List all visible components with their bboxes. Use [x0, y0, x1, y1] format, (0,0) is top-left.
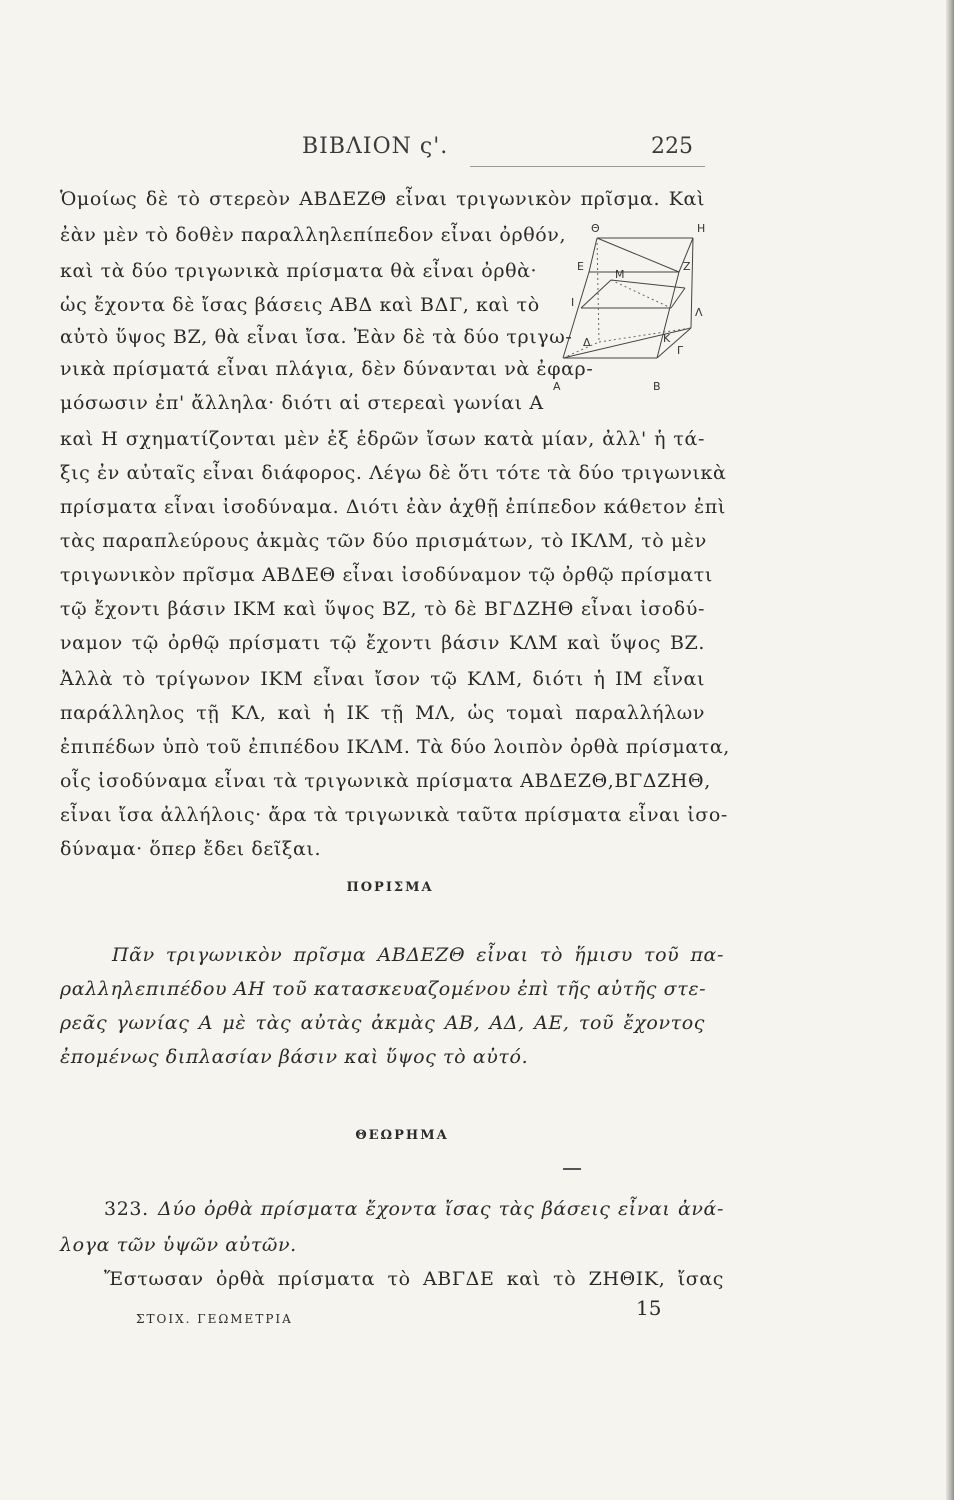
porisma-line: Πᾶν τριγωνικὸν πρῖσμα ΑΒΔΕΖΘ εἶναι τὸ ἥμισυ τοῦ πα-: [112, 944, 724, 966]
theorema-number: 323.: [104, 1198, 149, 1220]
body-line: αὐτὸ ὕψος ΒΖ, θὰ εἶναι ἴσα. Ἐὰν δὲ τὰ δύο τριγω-: [60, 326, 573, 348]
body-line: καὶ Η σχηματίζονται μὲν ἐξ ἑδρῶν ἴσων κατὰ μίαν, ἀλλ' ἡ τά-: [60, 428, 705, 450]
label-iota: Ι: [571, 296, 575, 309]
separator-dash: [563, 1168, 581, 1170]
theorema-statement: Δύο ὀρθὰ πρίσματα ἔχοντα ἴσας τὰς βάσεις εἶναι ἀνά-: [158, 1198, 724, 1220]
label-theta: Θ: [591, 222, 600, 235]
body-line: νικὰ πρίσματά εἶναι πλάγια, δὲν δύνανται νὰ ἐφαρ-: [60, 358, 594, 380]
body-line: ἐπιπέδων ὑπὸ τοῦ ἐπιπέδου ΙΚΛΜ. Τὰ δύο λοιπὸν ὀρθὰ πρίσματα,: [60, 736, 730, 758]
porisma-line: ἐπομένως διπλασίαν βάσιν καὶ ὕψος τὸ αὐτό.: [60, 1046, 529, 1068]
porisma-line: ρεᾶς γωνίας Α μὲ τὰς αὐτὰς ἀκμὰς ΑΒ, ΑΔ, ΑΕ, τοῦ ἔχοντος: [60, 1012, 705, 1034]
body-line: εἶναι ἴσα ἀλλήλοις· ἄρα τὰ τριγωνικὰ ταῦτα πρίσματα εἶναι ἰσο-: [60, 804, 728, 826]
label-gamma: Γ: [677, 344, 684, 357]
body-line: παράλληλος τῇ ΚΛ, καὶ ἡ ΙΚ τῇ ΜΛ, ὡς τομαὶ παραλλήλων: [60, 702, 705, 724]
label-mu: Μ: [615, 268, 625, 281]
label-alpha: Α: [553, 380, 561, 393]
body-line: Ἔστωσαν ὀρθὰ πρίσματα τὸ ΑΒΓΔΕ καὶ τὸ ΖΗΘΙΚ, ἴσας: [104, 1268, 724, 1290]
signature-mark: ΣΤΟΙΧ. ΓΕΩΜΕΤΡΙΑ: [136, 1312, 293, 1326]
body-line: τὰς παραπλεύρους ἀκμὰς τῶν δύο πρισμάτων, τὸ ΙΚΛΜ, τὸ μὲν: [60, 530, 707, 552]
sheet-number: 15: [636, 1296, 662, 1320]
page-edge: [946, 0, 954, 1500]
label-delta: Δ: [583, 336, 591, 349]
theorema-statement: λογα τῶν ὑψῶν αὐτῶν.: [60, 1234, 297, 1256]
label-beta: Β: [653, 380, 661, 393]
porisma-heading: ΠΟΡΙΣΜΑ: [346, 880, 434, 895]
body-line: καὶ τὰ δύο τριγωνικὰ πρίσματα θὰ εἶναι ὀρθὰ·: [60, 260, 538, 282]
running-head-title: ΒΙΒΛΙΟΝ ς'.: [302, 134, 449, 159]
body-line: ναμον τῷ ὀρθῷ πρίσματι τῷ ἔχοντι βάσιν ΚΛΜ καὶ ὕψος ΒΖ.: [60, 632, 705, 654]
body-line: μόσωσιν ἐπ' ἄλληλα· διότι αἱ στερεαὶ γωνίαι Α: [60, 392, 544, 414]
body-line: οἷς ἰσοδύναμα εἶναι τὰ τριγωνικὰ πρίσματα ΑΒΔΕΖΘ,ΒΓΔΖΗΘ,: [60, 770, 711, 792]
body-line: τῷ ἔχοντι βάσιν ΙΚΜ καὶ ὕψος ΒΖ, τὸ δὲ ΒΓΔΖΗΘ εἶναι ἰσοδύ-: [60, 598, 705, 620]
theorema-heading: ΘΕΩΡΗΜΑ: [355, 1128, 449, 1143]
porisma-line: ραλληλεπιπέδου ΑΗ τοῦ κατασκευαζομένου ἐπὶ τῆς αὐτῆς στε-: [60, 978, 707, 1000]
label-eta: Η: [697, 222, 706, 235]
header-rule: [470, 166, 705, 167]
body-line: πρίσματα εἶναι ἰσοδύναμα. Διότι ἐὰν ἀχθῇ ἐπίπεδον κάθετον ἐπὶ: [60, 496, 726, 518]
label-zeta: Ζ: [683, 260, 691, 273]
label-lambda: Λ: [695, 306, 703, 319]
body-line: ὡς ἔχοντα δὲ ἴσας βάσεις ΑΒΔ καὶ ΒΔΓ, καὶ τὸ: [60, 294, 540, 316]
page-number: 225: [651, 134, 693, 159]
label-epsilon: Ε: [577, 260, 584, 273]
label-kappa: Κ: [663, 332, 671, 345]
body-line: ἐὰν μὲν τὸ δοθὲν παραλληλεπίπεδον εἶναι ὀρθόν,: [60, 224, 567, 246]
body-line: δύναμα· ὅπερ ἔδει δεῖξαι.: [60, 838, 322, 860]
body-line: Ἀλλὰ τὸ τρίγωνον ΙΚΜ εἶναι ἴσον τῷ ΚΛΜ, διότι ἡ ΙΜ εἶναι: [60, 668, 705, 690]
body-line: Ὁμοίως δὲ τὸ στερεὸν ΑΒΔΕΖΘ εἶναι τριγωνικὸν πρῖσμα. Καὶ: [60, 188, 705, 210]
body-line: τριγωνικὸν πρῖσμα ΑΒΔΕΘ εἶναι ἰσοδύναμον τῷ ὀρθῷ πρίσματι: [60, 564, 713, 586]
prism-figure: [545, 218, 715, 398]
body-line: ξις ἐν αὐταῖς εἶναι διάφορος. Λέγω δὲ ὅτι τότε τὰ δύο τριγωνικὰ: [60, 462, 727, 484]
